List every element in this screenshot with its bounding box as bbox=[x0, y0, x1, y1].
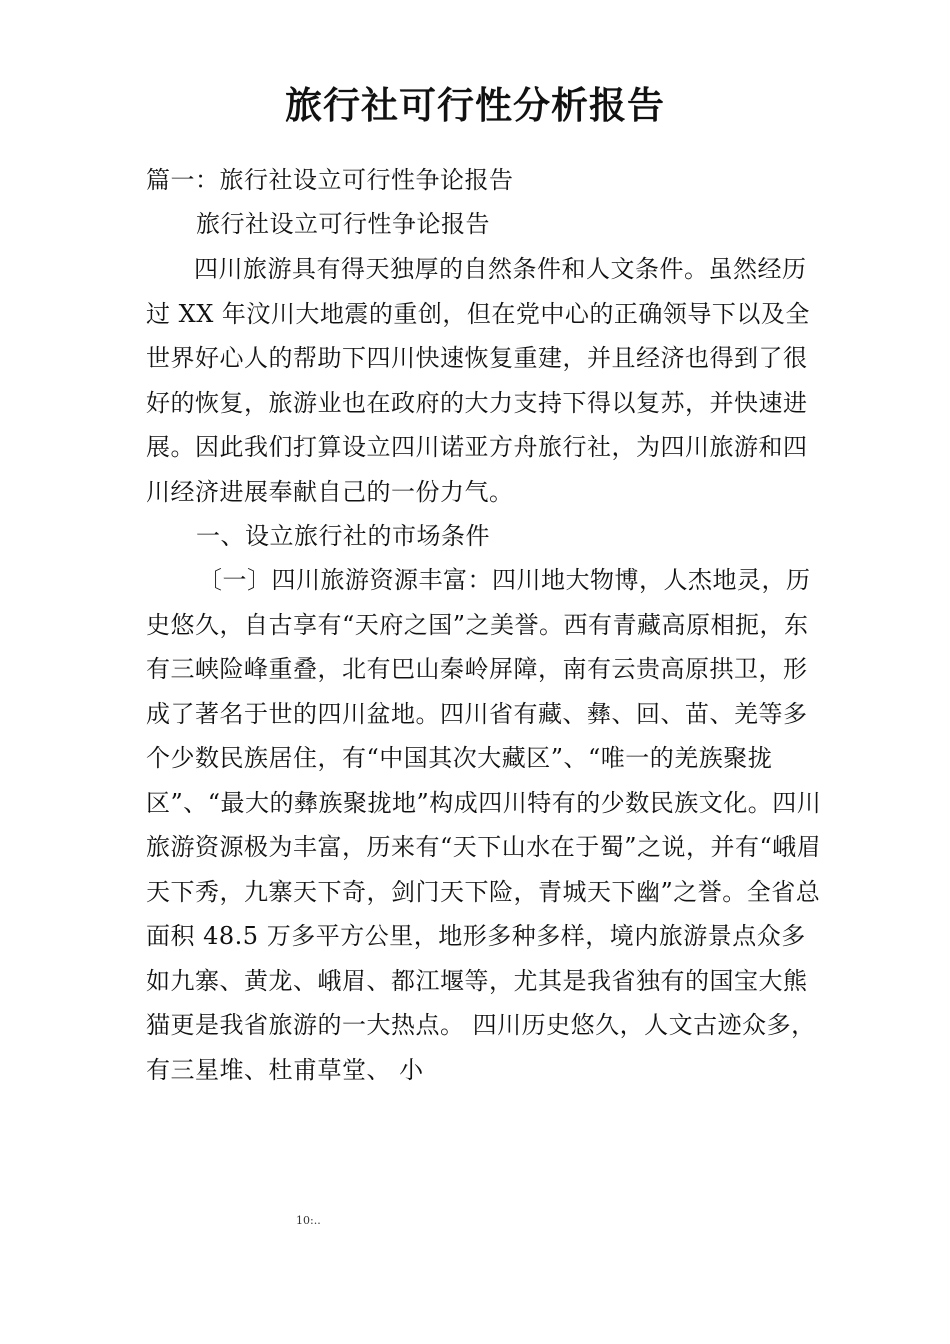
footer-mark: 10:.. bbox=[296, 1214, 321, 1227]
section-heading: 一、设立旅行社的市场条件 bbox=[196, 522, 490, 550]
subtitle: 旅行社设立可行性争论报告 bbox=[196, 210, 490, 238]
paragraph-resources: 〔一〕四川旅游资源丰富：四川地大物博，人杰地灵，历史悠久，自古享有“天府之国”之美誉。西有青藏高原相扼，东有三峡险峰重叠，北有巴山秦岭屏障，南有云贵高原拱卫，形成了著名于世的四川盆地。四川省有藏、彝、回、苗、羌等多个少数民族居住，有“中国其次大藏区”、“唯一的羌族聚拢区”、“最大的彝族聚拢地”构成四川特有的少数民族文化。四川旅游资源极为丰富，历来有“天下山水在于蜀”之说，并有“峨眉天下秀，九寨天下奇，剑门天下险，青城天下幽”之誉。全省总面积 48.5 万多平方公里，地形多种多样，境内旅游景点众多如九寨、黄龙、峨眉、都江堰等，尤其是我省独有的国宝大熊猫更是我省旅游的一大热点。 四川历史悠久，人文古迹众多，有三星堆、杜甫草堂、 小 bbox=[146, 566, 822, 1084]
section-label: 篇一：旅行社设立可行性争论报告 bbox=[146, 166, 514, 194]
paragraph-intro: 四川旅游具有得天独厚的自然条件和人文条件。虽然经历过 XX 年汶川大地震的重创，但在党中心的正确领导下以及全世界好心人的帮助下四川快速恢复重建，并且经济也得到了很好的恢复，旅游业也在政府的大力支持下得以复苏，并快速进展。因此我们打算设立四川诺亚方舟旅行社，为四川旅游和四川经济进展奉献自己的一份力气。 bbox=[146, 255, 810, 506]
document-title: 旅行社可行性分析报告 bbox=[285, 84, 665, 127]
